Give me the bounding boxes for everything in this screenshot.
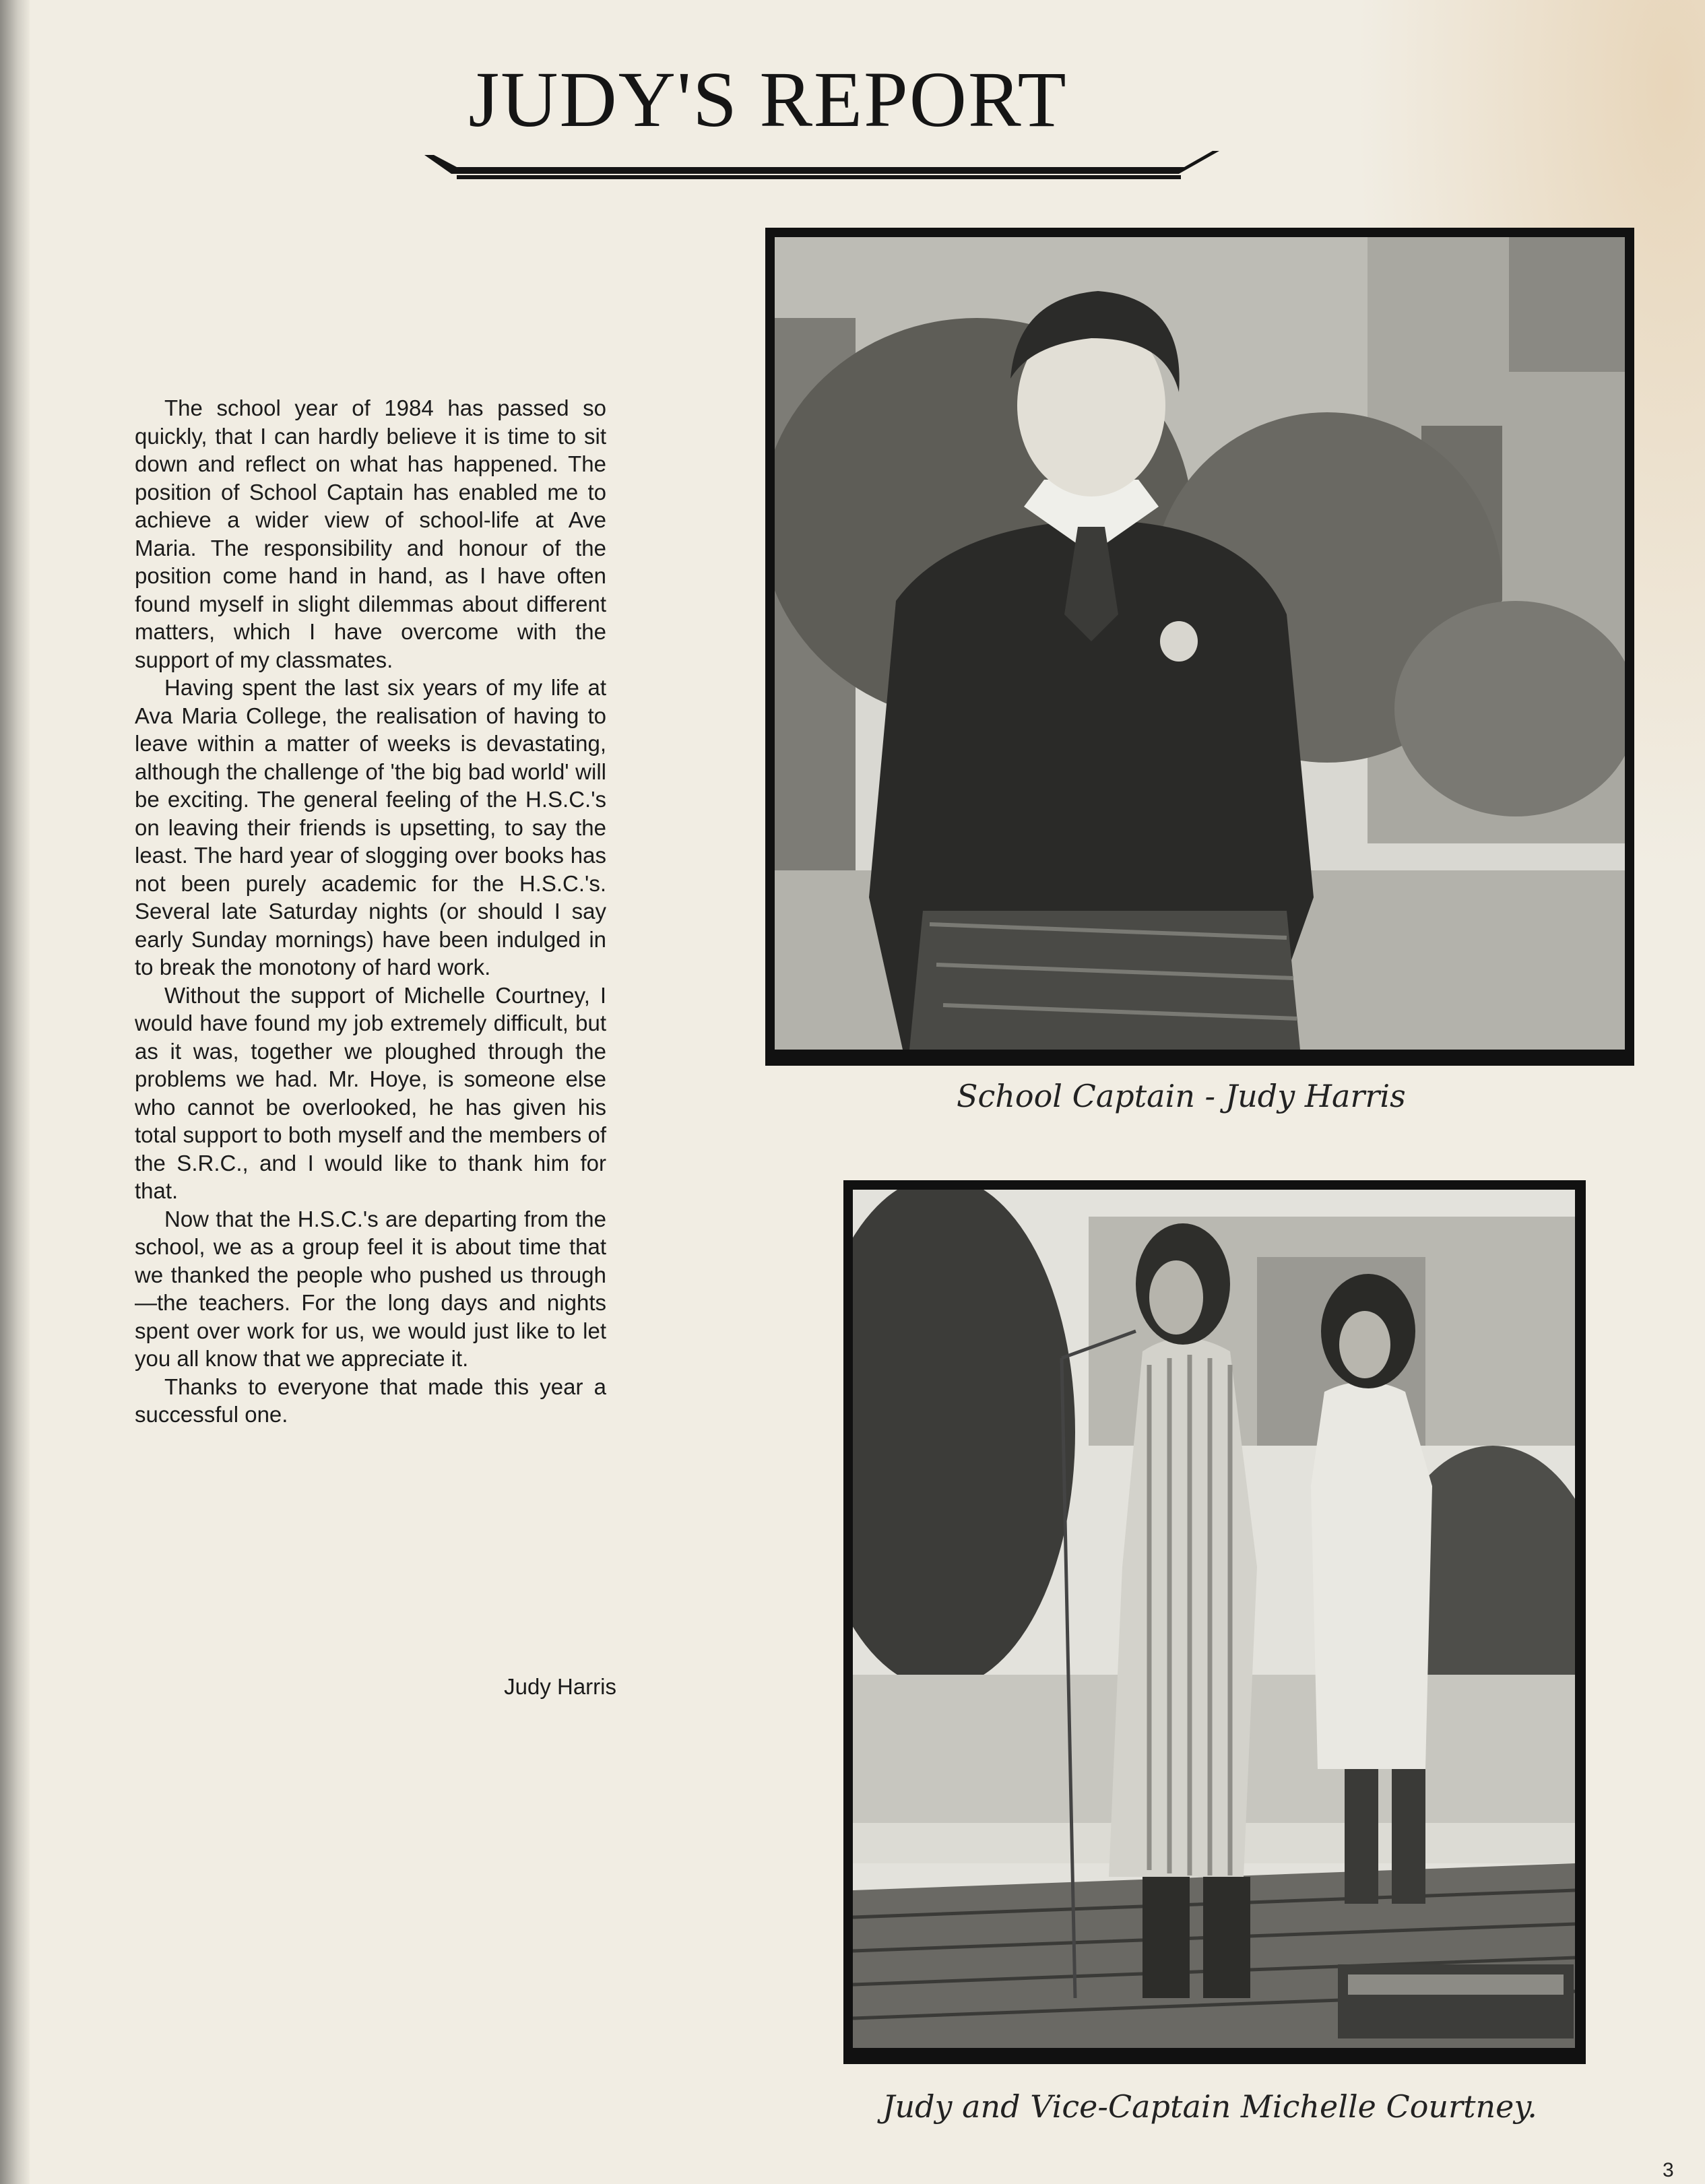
article-paragraph: Without the support of Michelle Courtney, I would have found my job extremely difficult, but as it was, together we ploughed through the problems we had. Mr. Hoye, is someone else who cannot be overlooked, he has given his total support to both myself and the members of the S.R.C., and I would like to thank him for that. — [135, 982, 606, 1203]
captains-caption: Judy and Vice-Captain Michelle Courtney. — [882, 2088, 1537, 2125]
school-captain-photo — [765, 228, 1634, 1066]
title-underline-rule — [424, 147, 1219, 187]
captains-photo-image — [853, 1190, 1575, 2048]
report-article — [135, 394, 606, 1429]
article-paragraph: The school year of 1984 has passed so quickly, that I can hardly believe it is time to sit down and reflect on what has happened. The position of School Captain has enabled me to achieve a wider view of school-life at Ave Maria. The responsibility and honour of the position come hand in hand, as I have often found myself in slight dilemmas about different matters, which I have overcome with the support of my classmates. — [135, 395, 606, 672]
captains-photo — [843, 1180, 1586, 2064]
school-captain-photo-image — [775, 237, 1625, 1050]
article-paragraph: Having spent the last six years of my life at Ava Maria College, the realisation of having to leave within a matter of weeks is devastating, although the challenge of 'the big bad world' will be exciting. The general feeling of the H.S.C.'s on leaving their friends is upsetting, to say the least. The hard year of slogging over books has not been purely academic for the H.S.C.'s. Several late Saturday nights (or should I say early Sunday mornings) have been indulged in to break the monotony of hard work. — [135, 675, 606, 979]
page-binding-edge — [0, 0, 30, 2184]
article-signature: Judy Harris — [504, 1674, 616, 1699]
article-paragraph: Now that the H.S.C.'s are departing from the school, we as a group feel it is about time that we thanked the people who pushed us through—the teachers. For the long days and nights spent over work for us, we would just like to let you all know that we appreciate it. — [135, 1206, 606, 1371]
page-title: JUDY'S REPORT — [468, 55, 1068, 143]
article-paragraph: Thanks to everyone that made this year a successful one. — [135, 1374, 606, 1427]
page-number: 3 — [1663, 2159, 1674, 2181]
school-captain-caption: School Captain - Judy Harris — [957, 1078, 1406, 1114]
